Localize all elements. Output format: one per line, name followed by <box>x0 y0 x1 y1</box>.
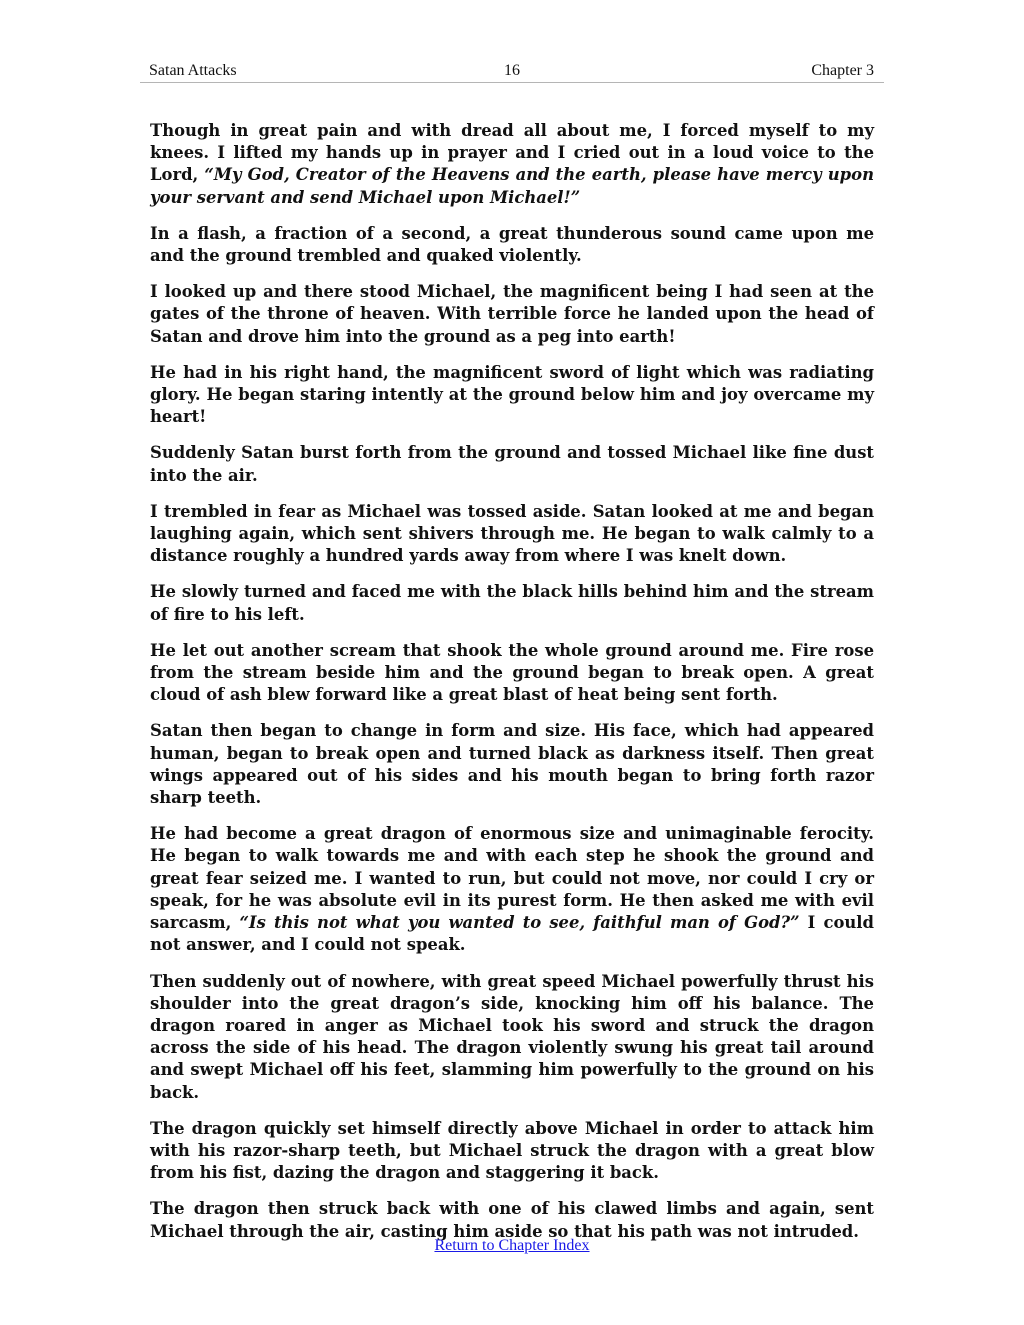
paragraph: I trembled in fear as Michael was tossed aside. Satan looked at me and began laughing again, which sent shivers through me. He began to walk calmly to a distance roughly a hundred yards away from where I was knelt down. <box>150 501 874 566</box>
paragraph: Suddenly Satan burst forth from the ground and tossed Michael like fine dust into the air. <box>150 443 874 485</box>
return-to-chapter-index-link[interactable]: Return to Chapter Index <box>434 1237 590 1254</box>
paragraph: The dragon then struck back with one of his clawed limbs and again, sent Michael through the air, casting him aside so that his path was not intruded. <box>150 1199 874 1241</box>
paragraph: Though in great pain and with dread all about me, I forced myself to my knees. I lifted my hands up in prayer and I cried out in a loud voice to the Lord, “My God, Creator of the Heavens and the earth, please have mercy upon your servant and send Michael upon Michael!” <box>150 121 874 207</box>
paragraph: The dragon quickly set himself directly above Michael in order to attack him with his razor-sharp teeth, but Michael struck the dragon with a great blow from his fist, dazing the dragon and staggering it back. <box>150 1118 874 1183</box>
header-chapter-label: Chapter 3 <box>811 62 874 79</box>
paragraph: Satan then began to change in form and size. His face, which had appeared human, began to break open and turned black as darkness itself. Then great wings appeared out of his sides and his mouth began to bring forth razor sharp teeth. <box>150 721 874 808</box>
page-header <box>140 60 884 83</box>
paragraph: He had in his right hand, the magnificent sword of light which was radiating glory. He began staring intently at the ground below him and joy overcame my heart! <box>150 362 874 427</box>
paragraph: He let out another scream that shook the whole ground around me. Fire rose from the stream beside him and the ground began to break open. A great cloud of ash blew forward like a great blast of heat being sent forth. <box>150 640 874 705</box>
header-book-title: Satan Attacks <box>149 62 237 79</box>
paragraph: Then suddenly out of nowhere, with great speed Michael powerfully thrust his shoulder into the great dragon’s side, knocking him off his balance. The dragon roared in anger as Michael took his sword and struck the dragon across the side of his head. The dragon violently swung his great tail around and swept Michael off his feet, slamming him powerfully to the ground on his back. <box>150 971 874 1102</box>
paragraph: In a flash, a fraction of a second, a great thunderous sound came upon me and the ground trembled and quaked violently. <box>150 223 874 266</box>
paragraph: He had become a great dragon of enormous size and unimaginable ferocity. He began to walk towards me and with each step he shook the ground and great fear seized me. I wanted to run, but could not move, nor could I cry or speak, for he was absolute evil in its purest form. He then asked me with evil sarcasm, “Is this not what you wanted to see, faithful man of God?” I could not answer, and I could not speak. <box>150 824 874 955</box>
paragraph: He slowly turned and faced me with the black hills behind him and the stream of fire to his left. <box>150 582 874 624</box>
paragraph: I looked up and there stood Michael, the magnificent being I had seen at the gates of the throne of heaven. With terrible force he landed upon the head of Satan and drove him into the ground as a peg into earth! <box>150 282 874 346</box>
header-page-number: 16 <box>504 62 520 79</box>
chapter-body <box>150 120 874 1257</box>
page-footer <box>0 1237 1024 1255</box>
